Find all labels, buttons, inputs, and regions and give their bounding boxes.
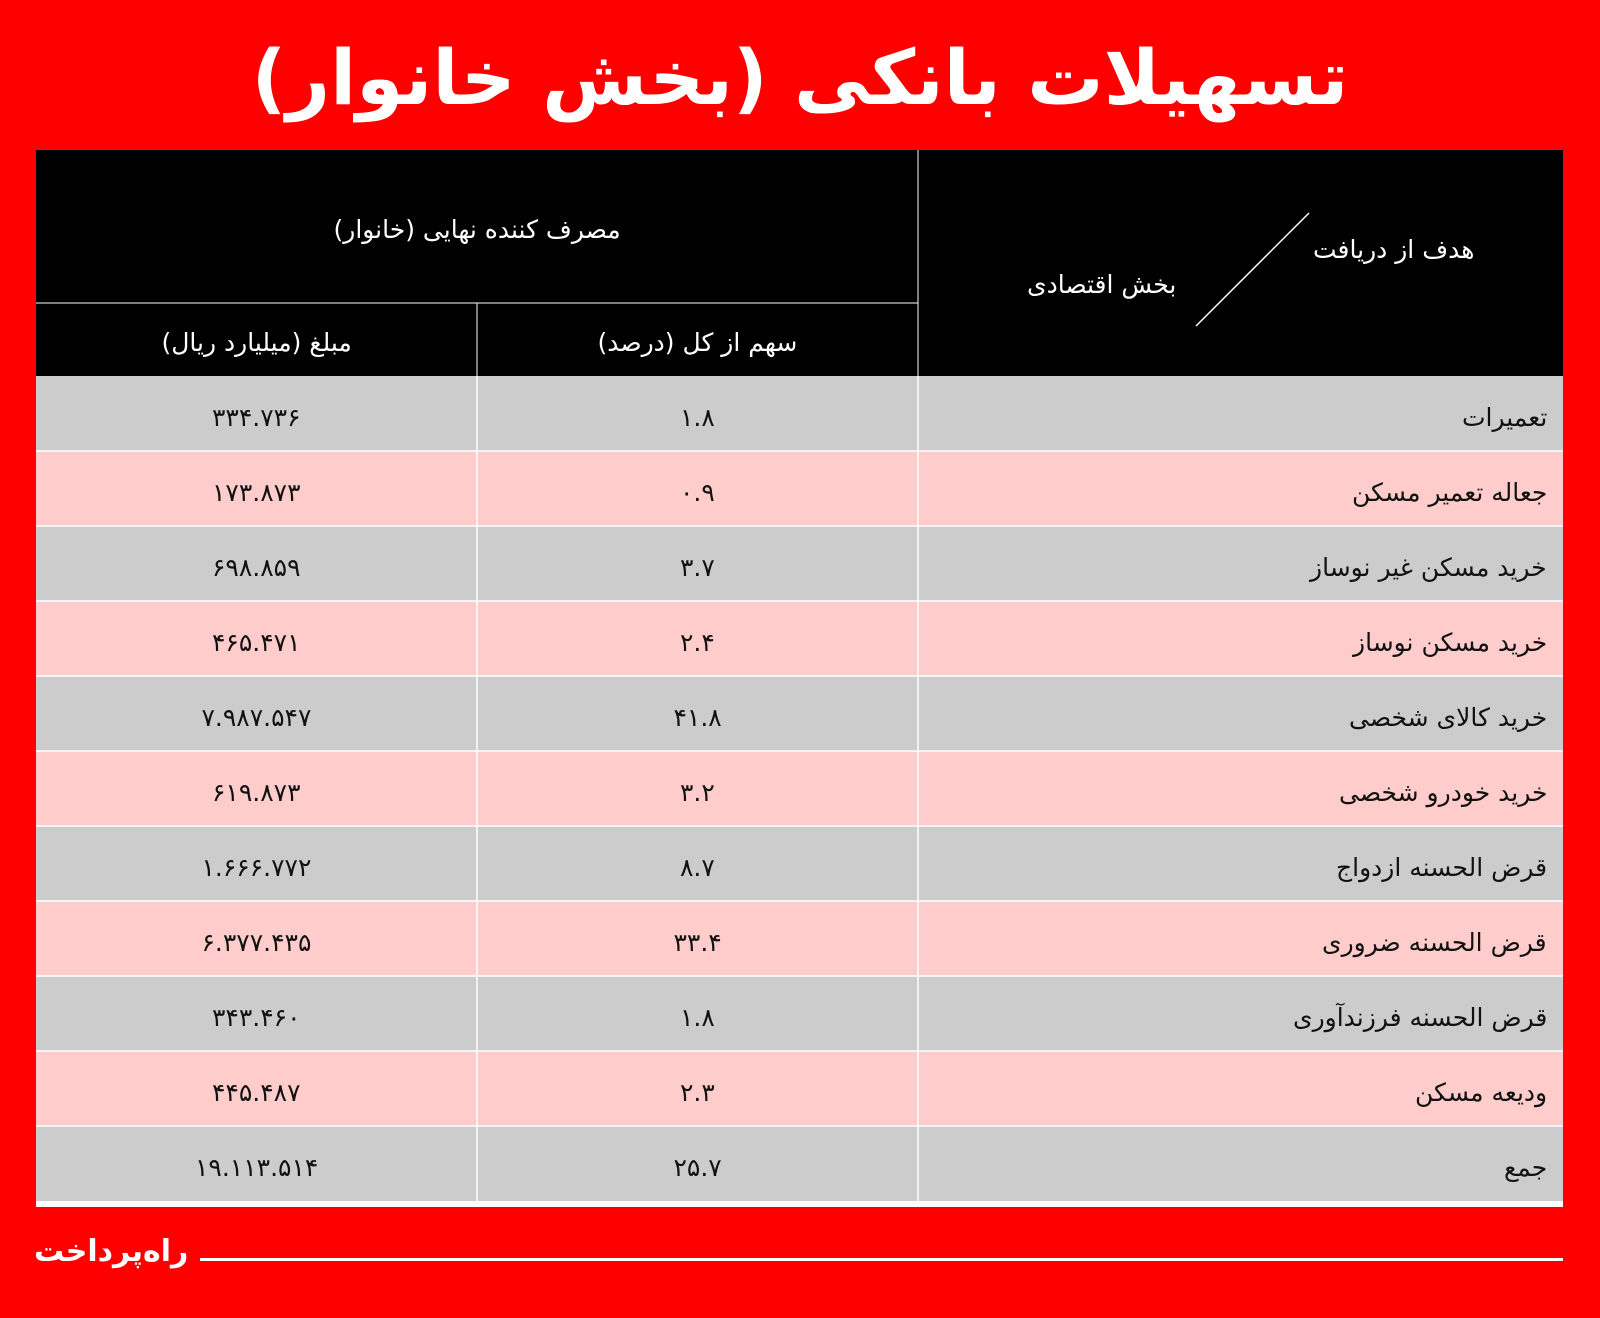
row-amount-value: ۶۱۹.۸۷۳ <box>212 777 301 807</box>
row-label: خرید کالای شخصی <box>1349 702 1548 732</box>
page-title: تسهیلات بانکی (بخش خانوار) <box>251 33 1349 122</box>
row-amount-value: ۳۴۳.۴۶۰ <box>212 1002 301 1032</box>
row-amount-value: ۷.۹۸۷.۵۴۷ <box>201 702 312 732</box>
loans-table <box>36 150 1563 1207</box>
row-label: خرید مسکن غیر نوساز <box>1310 552 1547 582</box>
table-grid <box>36 150 1563 1207</box>
row-share-value: ۳.۲ <box>680 777 715 807</box>
row-share-value: ۲۵.۷ <box>673 1152 722 1182</box>
row-share-value: ۳۳.۴ <box>673 927 722 957</box>
row-label: جعاله تعمیر مسکن <box>1352 477 1548 507</box>
header-corner-bottom: بخش اقتصادی <box>1027 270 1177 299</box>
row-amount-value: ۱۹.۱۱۳.۵۱۴ <box>195 1152 319 1182</box>
row-label: قرض الحسنه فرزندآوری <box>1293 1002 1548 1032</box>
footer-divider <box>200 1258 1563 1261</box>
header-amount-label: مبلغ (میلیارد ریال) <box>161 328 352 357</box>
row-amount-value: ۱۷۳.۸۷۳ <box>212 477 301 507</box>
row-label: ودیعه مسکن <box>1415 1077 1548 1107</box>
row-amount-value: ۴۶۵.۴۷۱ <box>212 627 301 657</box>
row-label: جمع <box>1504 1152 1548 1182</box>
brand-logo: راه‌پرداخت <box>34 1234 189 1269</box>
row-share-value: ۳.۷ <box>680 552 715 582</box>
row-amount-value: ۶۹۸.۸۵۹ <box>212 552 301 582</box>
header-share-label: سهم از کل (درصد) <box>597 328 798 357</box>
row-share-value: ۱.۸ <box>680 402 715 432</box>
row-label: قرض الحسنه ضروری <box>1322 927 1547 957</box>
row-share-value: ۸.۷ <box>680 852 715 882</box>
row-share-value: ۰.۹ <box>680 477 715 507</box>
row-label: خرید خودرو شخصی <box>1339 777 1548 807</box>
row-amount-value: ۳۳۴.۷۳۶ <box>212 402 301 432</box>
header-group-label: مصرف کننده نهایی (خانوار) <box>333 215 621 244</box>
row-share-value: ۱.۸ <box>680 1002 715 1032</box>
row-label: تعمیرات <box>1462 402 1548 432</box>
row-share-value: ۲.۳ <box>680 1077 715 1107</box>
row-label: خرید مسکن نوساز <box>1353 627 1548 657</box>
row-amount-value: ۱.۶۶۶.۷۷۲ <box>201 852 312 882</box>
header-corner-top: هدف از دریافت <box>1313 235 1475 264</box>
row-label: قرض الحسنه ازدواج <box>1336 852 1548 882</box>
row-share-value: ۴۱.۸ <box>673 702 722 732</box>
row-amount-value: ۴۴۵.۴۸۷ <box>212 1077 301 1107</box>
row-share-value: ۲.۴ <box>680 627 715 657</box>
row-amount-value: ۶.۳۷۷.۴۳۵ <box>201 927 312 957</box>
